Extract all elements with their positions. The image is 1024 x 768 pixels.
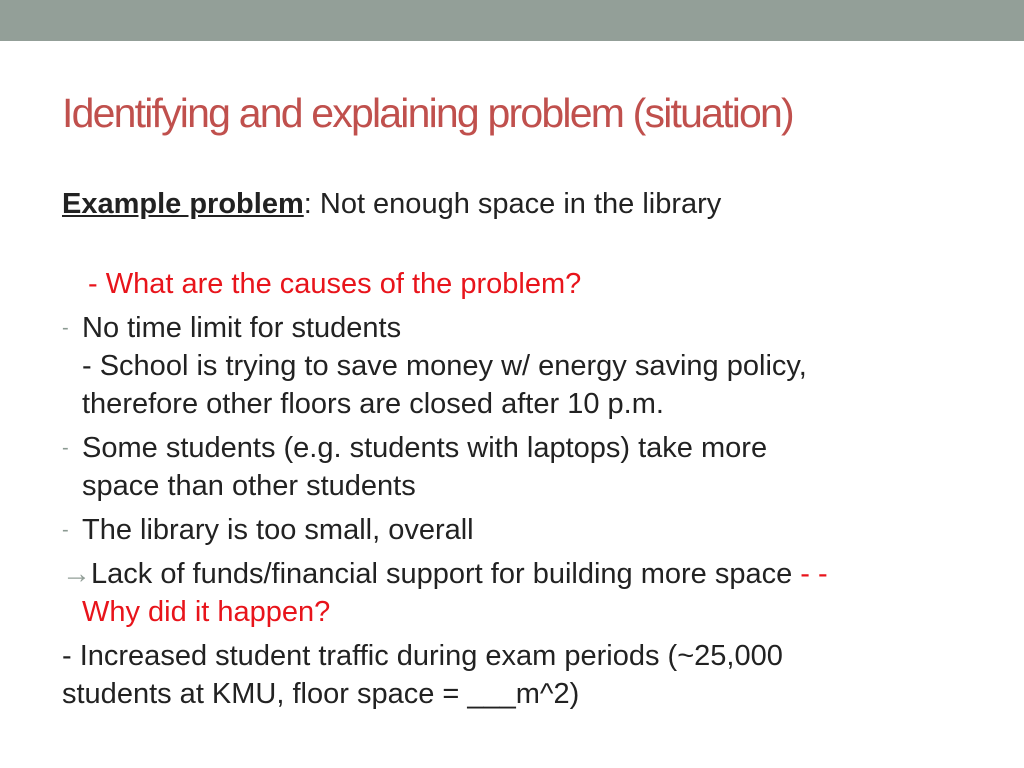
cause-2-line-2: space than other students (82, 470, 416, 502)
traffic-line-1: - Increased student traffic during exam periods (~25,000 (62, 640, 783, 672)
example-label: Example problem (62, 188, 304, 220)
bullet-dash-1: - (62, 317, 69, 339)
why-question: Why did it happen? (82, 596, 331, 628)
slide-title: Identifying and explaining problem (situation) (62, 90, 793, 136)
bullet-dash-3: - (62, 519, 69, 541)
example-problem-line (62, 186, 721, 222)
example-separator: : (303, 188, 312, 220)
cause-2-line-1: Some students (e.g. students with laptops) take more (82, 432, 768, 464)
right-arrow-icon: → (62, 558, 91, 590)
cause-1-sub-line-2: therefore other floors are closed after 10 p.m. (82, 388, 664, 420)
top-accent-bar (0, 0, 1024, 41)
cause-1: No time limit for students (82, 312, 402, 344)
cause-3: The library is too small, overall (82, 514, 474, 546)
arrow-line (62, 556, 828, 592)
example-text: Not enough space in the library (311, 188, 722, 220)
arrow-text: Lack of funds/financial support for building more space (91, 558, 793, 590)
arrow-question-dashes: - - (792, 558, 828, 590)
causes-question: - What are the causes of the problem? (88, 268, 582, 300)
bullet-dash-2: - (62, 437, 69, 459)
traffic-line-2: students at KMU, floor space = ___m^2) (62, 678, 580, 710)
cause-1-sub-line-1: - School is trying to save money w/ energy saving policy, (82, 350, 807, 382)
